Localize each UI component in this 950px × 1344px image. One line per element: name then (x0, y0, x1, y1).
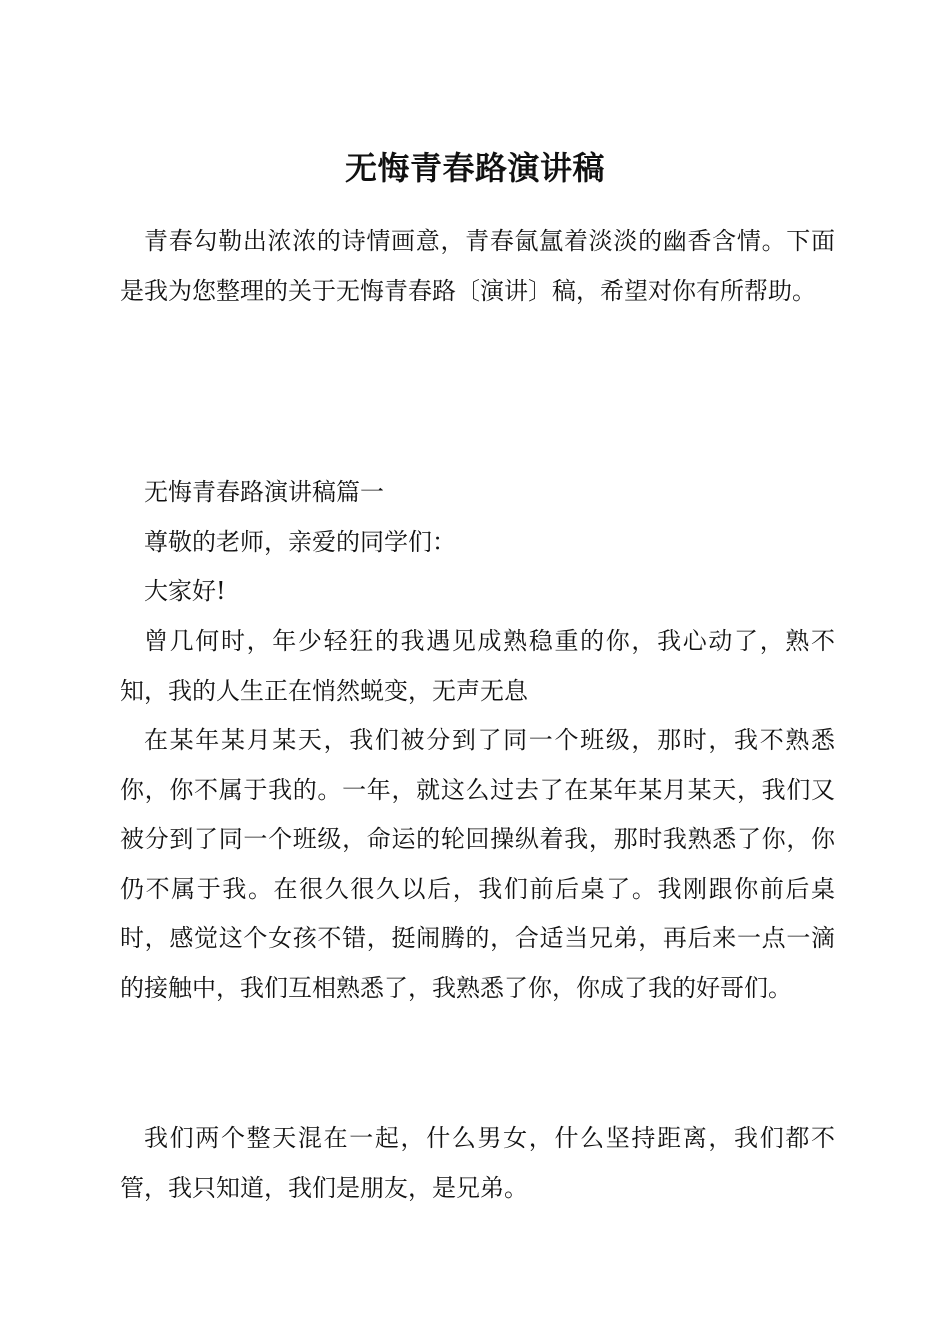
body-paragraph-1: 曾几何时，年少轻狂的我遇见成熟稳重的你，我心动了，熟不知，我的人生正在悄然蜕变，无声无息 (120, 627, 835, 705)
body-paragraph-3: 我们两个整天混在一起，什么男女，什么坚持距离，我们都不管，我只知道，我们是朋友，是兄弟。 (120, 1124, 835, 1202)
intro-paragraph: 青春勾勒出浓浓的诗情画意，青春氤氲着淡淡的幽香含情。下面是我为您整理的关于无悔青春路〔演讲〕稿，希望对你有所帮助。 (120, 227, 835, 305)
section-heading: 无悔青春路演讲稿篇一 (144, 478, 384, 506)
salutation-line: 尊敬的老师，亲爱的同学们： (144, 528, 456, 556)
body-paragraph-2: 在某年某月某天，我们被分到了同一个班级，那时，我不熟悉你，你不属于我的。一年，就这么过去了在某年某月某天，我们又被分到了同一个班级，命运的轮回操纵着我，那时我熟悉了你，你仍不属于我。在很久很久以后，我们前后桌了。我刚跟你前后桌时，感觉这个女孩不错，挺闹腾的，合适当兄弟，再后来一点一滴的接触中，我们互相熟悉了，我熟悉了你，你成了我的好哥们。 (120, 726, 835, 1002)
document-title: 无悔青春路演讲稿 (344, 149, 605, 187)
greeting-line: 大家好! (144, 577, 226, 605)
